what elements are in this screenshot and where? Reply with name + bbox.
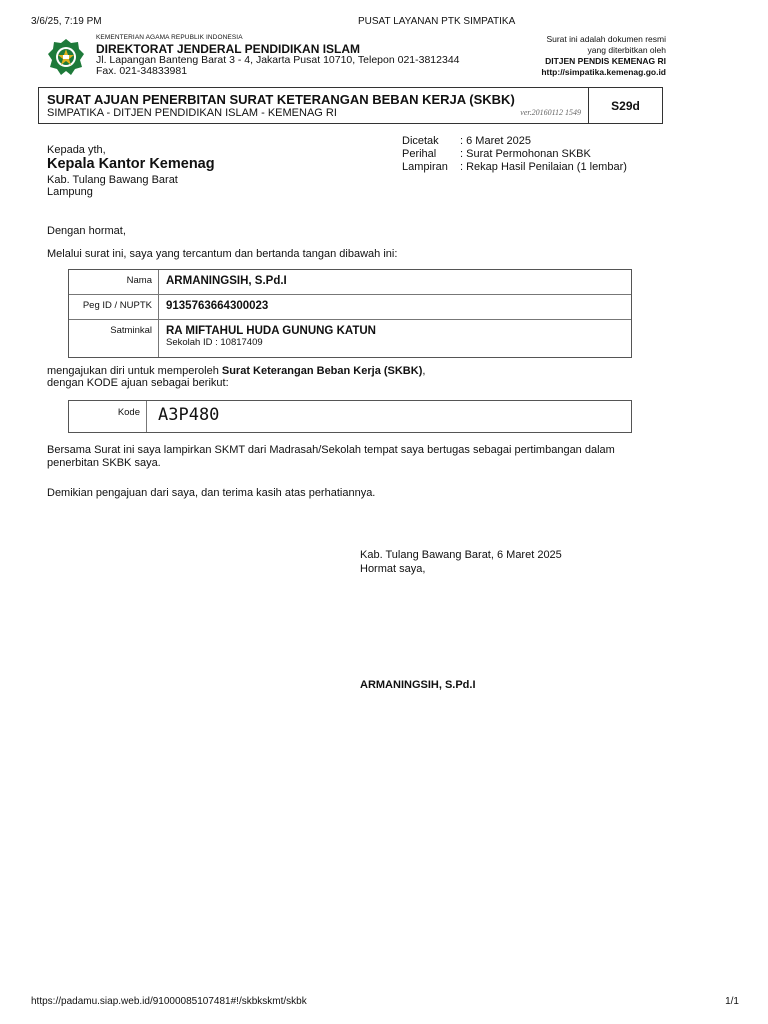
- meta-label: Lampiran: [402, 161, 448, 173]
- request-bold: Surat Keterangan Beban Kerja (SKBK): [221, 365, 423, 377]
- kode-box: [68, 400, 632, 433]
- document-subtitle: SIMPATIKA - DITJEN PENDIDIKAN ISLAM - KEMENAG RI: [47, 107, 337, 119]
- official-document-note: [541, 34, 666, 78]
- kemenag-emblem-icon: [46, 38, 86, 76]
- meta-value: : Rekap Hasil Penilaian (1 lembar): [460, 161, 627, 173]
- recipient-name: Kepala Kantor Kemenag: [47, 156, 215, 172]
- meta-attachment-row: [402, 161, 627, 174]
- ministry-name: KEMENTERIAN AGAMA REPUBLIK INDONESIA: [96, 34, 243, 41]
- attachment-paragraph-line2: penerbitan SKBK saya.: [47, 457, 161, 469]
- table-row: [69, 295, 631, 320]
- place-date: Kab. Tulang Bawang Barat, 6 Maret 2025: [360, 549, 562, 561]
- office-address: Jl. Lapangan Banteng Barat 3 - 4, Jakarta Pusat 10710, Telepon 021-3812344: [96, 54, 460, 66]
- pegid-label: Peg ID / NUPTK: [69, 295, 159, 319]
- greeting: Dengan hormat,: [47, 225, 126, 237]
- name-label: Nama: [69, 270, 159, 294]
- request-suffix: ,: [422, 365, 426, 377]
- recipient-salutation: Kepada yth,: [47, 144, 106, 156]
- pegid-value: 9135763664300023: [166, 300, 269, 312]
- print-url: https://padamu.siap.web.id/91000085107481#!/skbkskmt/skbk: [31, 996, 307, 1007]
- office-fax: Fax. 021-34833981: [96, 65, 188, 77]
- name-value: ARMANINGSIH, S.Pd.I: [166, 275, 287, 287]
- meta-subject-row: [402, 148, 627, 161]
- letter-meta: [402, 135, 627, 174]
- document-title-box: [38, 87, 663, 124]
- meta-label: Dicetak: [402, 135, 439, 147]
- meta-printed-row: [402, 135, 627, 148]
- version-label: ver.20160112 1549: [520, 108, 581, 117]
- kode-label: Kode: [69, 401, 147, 432]
- request-line2: dengan KODE ajuan sebagai berikut:: [47, 377, 229, 389]
- attachment-paragraph: Bersama Surat ini saya lampirkan SKMT dari Madrasah/Sekolah tempat saya bertugas sebagai pertimbangan dalam: [47, 444, 615, 456]
- request-prefix: mengajukan diri untuk memperoleh: [47, 365, 222, 377]
- print-datetime: 3/6/25, 7:19 PM: [31, 16, 102, 27]
- closing-paragraph: Demikian pengajuan dari saya, dan terima kasih atas perhatiannya.: [47, 487, 376, 499]
- note-website: http://simpatika.kemenag.go.id: [541, 67, 666, 77]
- document-title: SURAT AJUAN PENERBITAN SURAT KETERANGAN BEBAN KERJA (SKBK): [47, 92, 515, 107]
- directorate-name: DIREKTORAT JENDERAL PENDIDIKAN ISLAM: [96, 42, 361, 56]
- print-page-number: 1/1: [725, 996, 739, 1007]
- meta-value: : 6 Maret 2025: [460, 135, 531, 147]
- print-page-title: PUSAT LAYANAN PTK SIMPATIKA: [358, 16, 516, 27]
- recipient-regency: Kab. Tulang Bawang Barat: [47, 174, 178, 186]
- meta-label: Perihal: [402, 148, 437, 160]
- table-row: [69, 320, 631, 357]
- intro-text: Melalui surat ini, saya yang tercantum dan bertanda tangan dibawah ini:: [47, 248, 398, 260]
- kode-value: A3P480: [158, 405, 220, 425]
- recipient-province: Lampung: [47, 186, 93, 198]
- identity-table: [68, 269, 632, 358]
- request-text: [47, 365, 425, 377]
- form-code: S29d: [588, 88, 662, 123]
- regards: Hormat saya,: [360, 563, 426, 575]
- note-line: Surat ini adalah dokumen resmi: [546, 34, 666, 44]
- meta-value: : Surat Permohonan SKBK: [460, 148, 591, 160]
- school-id: Sekolah ID : 10817409: [166, 337, 263, 348]
- satminkal-value: RA MIFTAHUL HUDA GUNUNG KATUN: [166, 325, 376, 337]
- note-issuer: DITJEN PENDIS KEMENAG RI: [545, 56, 666, 66]
- table-row: [69, 270, 631, 295]
- signer-name: ARMANINGSIH, S.Pd.I: [360, 679, 476, 691]
- note-line: yang diterbitkan oleh: [587, 45, 666, 55]
- satminkal-label: Satminkal: [69, 320, 159, 357]
